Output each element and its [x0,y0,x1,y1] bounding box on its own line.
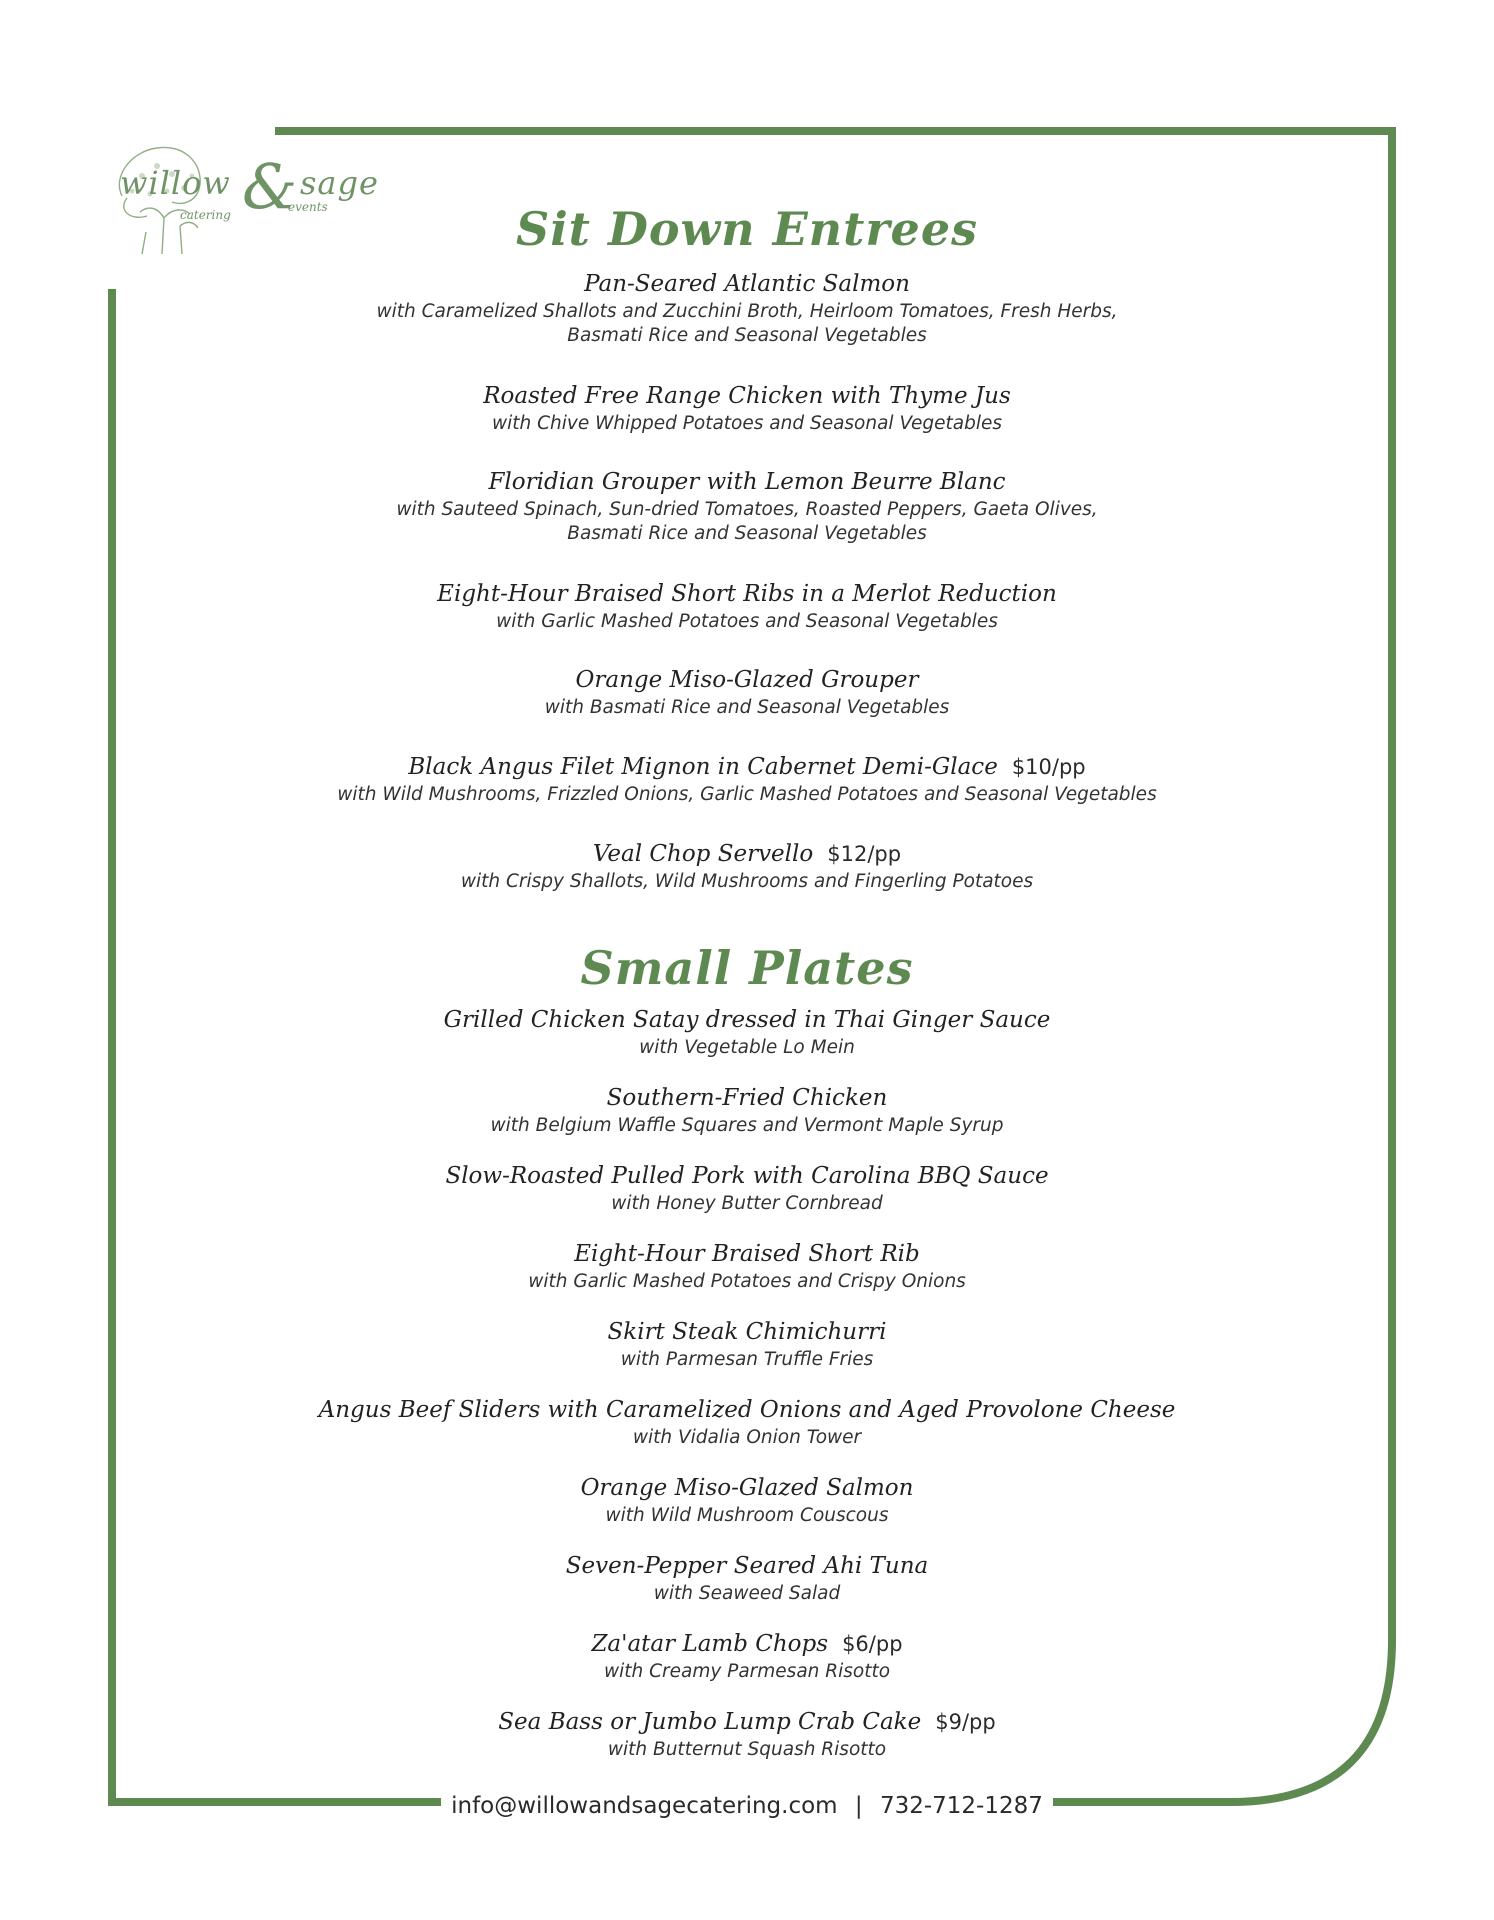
dish-name: Southern-Fried Chicken [606,1085,888,1111]
logo-wordmark-sage: sage [300,164,379,202]
menu-item [0,380,1494,436]
dish-description: with Caramelized Shallots and Zucchini Broth, Heirloom Tomatoes, Fresh Herbs, Basmati Rice and Seasonal Vegetables [376,301,1118,346]
footer-separator: | [854,1793,863,1819]
menu-item [0,268,1494,348]
menu-item [0,1706,1494,1762]
menu-item [0,838,1494,894]
dish-name: Skirt Steak Chimichurri [607,1319,887,1345]
dish-price: $6/pp [842,1632,903,1656]
dish-description: with Butternut Squash Risotto [607,1739,887,1760]
dish-name: Eight-Hour Braised Short Ribs in a Merlot Reduction [437,581,1057,607]
dish-description: with Seaweed Salad [653,1583,841,1604]
dish-description: with Chive Whipped Potatoes and Seasonal Vegetables [491,413,1003,434]
dish-price: $10/pp [1011,755,1086,779]
dish-name: Slow-Roasted Pulled Pork with Carolina BBQ Sauce [445,1163,1049,1189]
dish-description: with Garlic Mashed Potatoes and Crispy Onions [528,1271,966,1292]
email-link[interactable]: info@willowandsagecatering.com [451,1793,838,1819]
dish-name: Sea Bass or Jumbo Lump Crab Cake [498,1709,922,1735]
logo-wordmark-willow: willow [120,164,231,202]
dish-price: $12/pp [827,842,902,866]
dish-name: Seven-Pepper Seared Ahi Tuna [565,1553,929,1579]
logo-ampersand: & [242,150,298,223]
dish-description: with Wild Mushrooms, Frizzled Onions, Garlic Mashed Potatoes and Seasonal Vegetables [337,784,1157,805]
menu-item [0,1160,1494,1216]
section-title-entrees: Sit Down Entrees [515,202,978,256]
dish-description: with Wild Mushroom Couscous [605,1505,889,1526]
contact-footer [0,1790,1494,1822]
dish-name: Eight-Hour Braised Short Rib [574,1241,920,1267]
dish-name: Orange Miso-Glazed Grouper [575,667,919,693]
dish-name: Angus Beef Sliders with Caramelized Onions and Aged Provolone Cheese [318,1397,1176,1423]
dish-price: $9/pp [935,1710,996,1734]
phone-link[interactable]: 732-712-1287 [879,1793,1043,1819]
menu-item [0,1316,1494,1372]
dish-name: Pan-Seared Atlantic Salmon [584,271,910,297]
menu-item [0,466,1494,546]
dish-description: with Sauteed Spinach, Sun-dried Tomatoes, Roasted Peppers, Gaeta Olives, Basmati Rice and Seasonal Vegetables [396,499,1098,544]
dish-name: Floridian Grouper with Lemon Beurre Blanc [488,469,1006,495]
dish-description: with Vegetable Lo Mein [639,1037,855,1058]
menu-item [0,1628,1494,1684]
menu-item [0,751,1494,807]
dish-name: Roasted Free Range Chicken with Thyme Jus [483,383,1011,409]
dish-description: with Belgium Waffle Squares and Vermont Maple Syrup [490,1115,1004,1136]
logo-subtitle-catering: catering [180,208,231,222]
menu-item [0,1082,1494,1138]
menu-item [0,1394,1494,1450]
dish-name: Veal Chop Servello [592,841,814,867]
menu-item [0,578,1494,634]
menu-item [0,1238,1494,1294]
dish-description: with Crispy Shallots, Wild Mushrooms and Fingerling Potatoes [460,871,1034,892]
dish-description: with Vidalia Onion Tower [632,1427,862,1448]
menu-item [0,1472,1494,1528]
logo-subtitle-events: events [288,200,328,214]
dish-description: with Honey Butter Cornbread [611,1193,883,1214]
dish-name: Orange Miso-Glazed Salmon [580,1475,914,1501]
section-title-small-plates: Small Plates [580,941,914,995]
menu-item [0,1004,1494,1060]
dish-description: with Parmesan Truffle Fries [620,1349,874,1370]
menu-item [0,1550,1494,1606]
dish-description: with Basmati Rice and Seasonal Vegetables [544,697,950,718]
dish-name: Grilled Chicken Satay dressed in Thai Ginger Sauce [443,1007,1051,1033]
menu-item [0,664,1494,720]
dish-name: Za'atar Lamb Chops [591,1631,829,1657]
dish-description: with Creamy Parmesan Risotto [603,1661,891,1682]
dish-description: with Garlic Mashed Potatoes and Seasonal Vegetables [496,611,998,632]
dish-name: Black Angus Filet Mignon in Cabernet Demi-Glace [408,754,998,780]
